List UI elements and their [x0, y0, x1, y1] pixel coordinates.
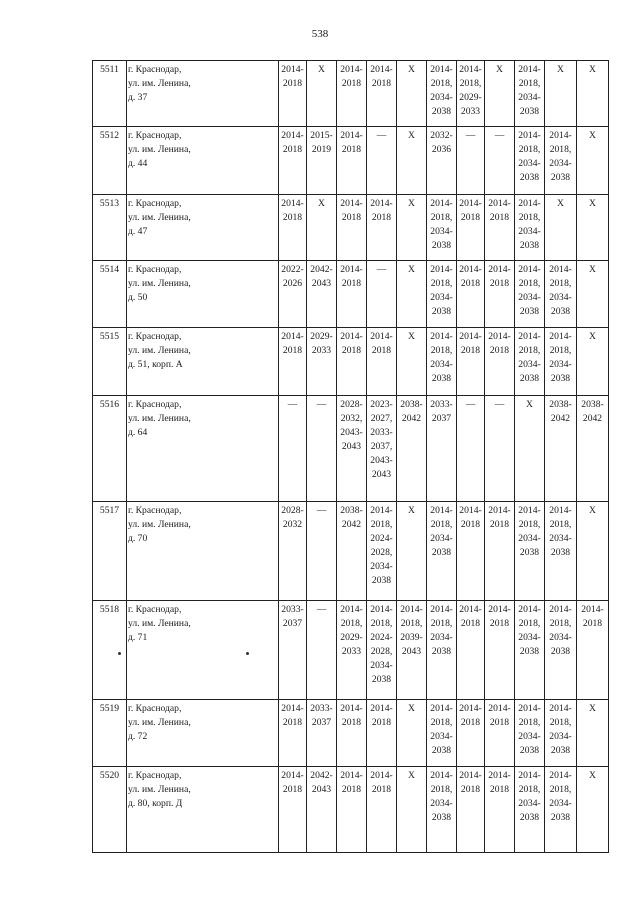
- period-cell: 2014- 2018: [367, 328, 397, 396]
- row-number: 5517: [93, 502, 127, 601]
- period-cell: 2014- 2018, 2034- 2038: [427, 261, 457, 328]
- period-cell: 2015- 2019: [307, 127, 337, 195]
- period-cell: 2014- 2018: [337, 261, 367, 328]
- period-cell: 2014- 2018: [337, 767, 367, 853]
- table-row: [93, 328, 609, 396]
- period-cell: X: [397, 502, 427, 601]
- period-cell: 2014- 2018: [279, 195, 307, 261]
- period-cell: 2014- 2018, 2034- 2038: [515, 261, 545, 328]
- period-cell: X: [397, 328, 427, 396]
- table-body: [93, 61, 609, 853]
- period-cell: 2014- 2018: [279, 127, 307, 195]
- period-cell: 2038- 2042: [545, 396, 577, 502]
- period-cell: X: [397, 700, 427, 767]
- period-cell: —: [307, 502, 337, 601]
- period-cell: 2014- 2018: [279, 700, 307, 767]
- period-cell: X: [577, 328, 609, 396]
- period-cell: 2014- 2018, 2034- 2038: [545, 127, 577, 195]
- period-cell: 2014- 2018: [485, 700, 515, 767]
- row-number: 5516: [93, 396, 127, 502]
- period-cell: 2032- 2036: [427, 127, 457, 195]
- period-cell: 2014- 2018: [485, 261, 515, 328]
- table-row: [93, 502, 609, 601]
- period-cell: X: [397, 127, 427, 195]
- period-cell: 2028- 2032, 2043- 2043: [337, 396, 367, 502]
- period-cell: 2014- 2018: [279, 61, 307, 127]
- period-cell: 2022- 2026: [279, 261, 307, 328]
- period-cell: 2014- 2018: [279, 767, 307, 853]
- period-cell: 2014- 2018: [457, 767, 485, 853]
- period-cell: 2014- 2018, 2034- 2038: [515, 127, 545, 195]
- period-cell: X: [485, 61, 515, 127]
- period-cell: 2014- 2018, 2034- 2038: [427, 601, 457, 700]
- period-cell: X: [577, 502, 609, 601]
- period-cell: 2014- 2018: [337, 328, 367, 396]
- period-cell: 2014- 2018, 2034- 2038: [427, 328, 457, 396]
- period-cell: 2038- 2042: [577, 396, 609, 502]
- period-cell: 2014- 2018, 2039- 2043: [397, 601, 427, 700]
- table-row: [93, 601, 609, 700]
- period-cell: 2014- 2018: [485, 601, 515, 700]
- period-cell: X: [577, 61, 609, 127]
- period-cell: —: [307, 601, 337, 700]
- row-number: 5515: [93, 328, 127, 396]
- table-row: [93, 700, 609, 767]
- period-cell: 2014- 2018, 2029- 2033: [337, 601, 367, 700]
- period-cell: 2014- 2018: [457, 700, 485, 767]
- period-cell: —: [307, 396, 337, 502]
- period-cell: 2014- 2018, 2034- 2038: [545, 767, 577, 853]
- period-cell: X: [397, 767, 427, 853]
- period-cell: 2014- 2018, 2034- 2038: [515, 61, 545, 127]
- period-cell: 2014- 2018, 2034- 2038: [545, 261, 577, 328]
- period-cell: X: [307, 61, 337, 127]
- address-cell: г. Краснодар, ул. им. Ленина, д. 51, корп. А: [127, 328, 279, 396]
- period-cell: 2014- 2018: [485, 328, 515, 396]
- period-cell: X: [397, 261, 427, 328]
- period-cell: 2038- 2042: [337, 502, 367, 601]
- table-row: [93, 767, 609, 853]
- period-cell: X: [397, 195, 427, 261]
- period-cell: X: [545, 61, 577, 127]
- period-cell: X: [577, 767, 609, 853]
- address-cell: г. Краснодар, ул. им. Ленина, д. 44: [127, 127, 279, 195]
- period-cell: 2014- 2018, 2034- 2038: [545, 328, 577, 396]
- period-cell: 2014- 2018, 2034- 2038: [427, 700, 457, 767]
- period-cell: X: [577, 127, 609, 195]
- repair-schedule-table: [92, 60, 609, 853]
- address-cell: г. Краснодар, ул. им. Ленина, д. 72: [127, 700, 279, 767]
- row-number: 5518: [93, 601, 127, 700]
- period-cell: 2014- 2018, 2034- 2038: [545, 601, 577, 700]
- scan-speck: [118, 652, 121, 655]
- table-row: [93, 127, 609, 195]
- period-cell: 2014- 2018, 2034- 2038: [515, 601, 545, 700]
- period-cell: 2042- 2043: [307, 261, 337, 328]
- period-cell: 2014- 2018, 2034- 2038: [515, 328, 545, 396]
- address-cell: г. Краснодар, ул. им. Ленина, д. 47: [127, 195, 279, 261]
- period-cell: —: [485, 396, 515, 502]
- page-number: 538: [311, 28, 329, 40]
- period-cell: X: [307, 195, 337, 261]
- period-cell: 2014- 2018, 2034- 2038: [545, 700, 577, 767]
- period-cell: 2014- 2018: [367, 61, 397, 127]
- period-cell: 2014- 2018: [457, 601, 485, 700]
- period-cell: 2014- 2018: [485, 502, 515, 601]
- period-cell: 2014- 2018: [457, 502, 485, 601]
- address-cell: г. Краснодар, ул. им. Ленина, д. 80, корп. Д: [127, 767, 279, 853]
- period-cell: X: [577, 195, 609, 261]
- period-cell: —: [457, 396, 485, 502]
- period-cell: 2014- 2018, 2034- 2038: [427, 61, 457, 127]
- period-cell: 2014- 2018: [337, 127, 367, 195]
- row-number: 5519: [93, 700, 127, 767]
- period-cell: 2014- 2018: [337, 61, 367, 127]
- period-cell: 2014- 2018: [337, 195, 367, 261]
- period-cell: 2014- 2018, 2034- 2038: [545, 502, 577, 601]
- period-cell: 2033- 2037: [279, 601, 307, 700]
- period-cell: 2028- 2032: [279, 502, 307, 601]
- period-cell: 2014- 2018, 2034- 2038: [427, 767, 457, 853]
- period-cell: 2014- 2018: [367, 767, 397, 853]
- period-cell: 2029- 2033: [307, 328, 337, 396]
- period-cell: 2014- 2018, 2024- 2028, 2034- 2038: [367, 502, 397, 601]
- period-cell: 2014- 2018: [457, 195, 485, 261]
- address-cell: г. Краснодар, ул. им. Ленина, д. 50: [127, 261, 279, 328]
- period-cell: 2038- 2042: [397, 396, 427, 502]
- period-cell: 2014- 2018: [367, 700, 397, 767]
- row-number: 5511: [93, 61, 127, 127]
- table-row: [93, 396, 609, 502]
- period-cell: 2014- 2018, 2034- 2038: [515, 767, 545, 853]
- period-cell: 2014- 2018, 2034- 2038: [515, 502, 545, 601]
- period-cell: —: [279, 396, 307, 502]
- period-cell: 2014- 2018: [457, 261, 485, 328]
- row-number: 5513: [93, 195, 127, 261]
- period-cell: X: [515, 396, 545, 502]
- period-cell: 2014- 2018, 2034- 2038: [515, 700, 545, 767]
- table-row: [93, 61, 609, 127]
- period-cell: 2014- 2018: [577, 601, 609, 700]
- period-cell: 2014- 2018, 2029- 2033: [457, 61, 485, 127]
- period-cell: 2014- 2018, 2034- 2038: [427, 502, 457, 601]
- period-cell: 2042- 2043: [307, 767, 337, 853]
- period-cell: 2014- 2018, 2034- 2038: [427, 195, 457, 261]
- period-cell: 2014- 2018: [485, 195, 515, 261]
- address-cell: г. Краснодар, ул. им. Ленина, д. 71: [127, 601, 279, 700]
- period-cell: X: [577, 700, 609, 767]
- table-row: [93, 261, 609, 328]
- address-cell: г. Краснодар, ул. им. Ленина, д. 37: [127, 61, 279, 127]
- period-cell: 2014- 2018, 2024- 2028, 2034- 2038: [367, 601, 397, 700]
- period-cell: X: [545, 195, 577, 261]
- period-cell: 2014- 2018, 2034- 2038: [515, 195, 545, 261]
- row-number: 5514: [93, 261, 127, 328]
- row-number: 5512: [93, 127, 127, 195]
- period-cell: X: [397, 61, 427, 127]
- period-cell: 2014- 2018: [367, 195, 397, 261]
- period-cell: 2014- 2018: [485, 767, 515, 853]
- row-number: 5520: [93, 767, 127, 853]
- period-cell: —: [457, 127, 485, 195]
- period-cell: 2023- 2027, 2033- 2037, 2043- 2043: [367, 396, 397, 502]
- period-cell: X: [577, 261, 609, 328]
- period-cell: 2014- 2018: [337, 700, 367, 767]
- period-cell: 2014- 2018: [457, 328, 485, 396]
- period-cell: —: [367, 127, 397, 195]
- period-cell: 2033- 2037: [307, 700, 337, 767]
- period-cell: 2014- 2018: [279, 328, 307, 396]
- period-cell: —: [367, 261, 397, 328]
- period-cell: 2033- 2037: [427, 396, 457, 502]
- period-cell: —: [485, 127, 515, 195]
- table-row: [93, 195, 609, 261]
- address-cell: г. Краснодар, ул. им. Ленина, д. 70: [127, 502, 279, 601]
- address-cell: г. Краснодар, ул. им. Ленина, д. 64: [127, 396, 279, 502]
- scan-speck: [246, 652, 249, 655]
